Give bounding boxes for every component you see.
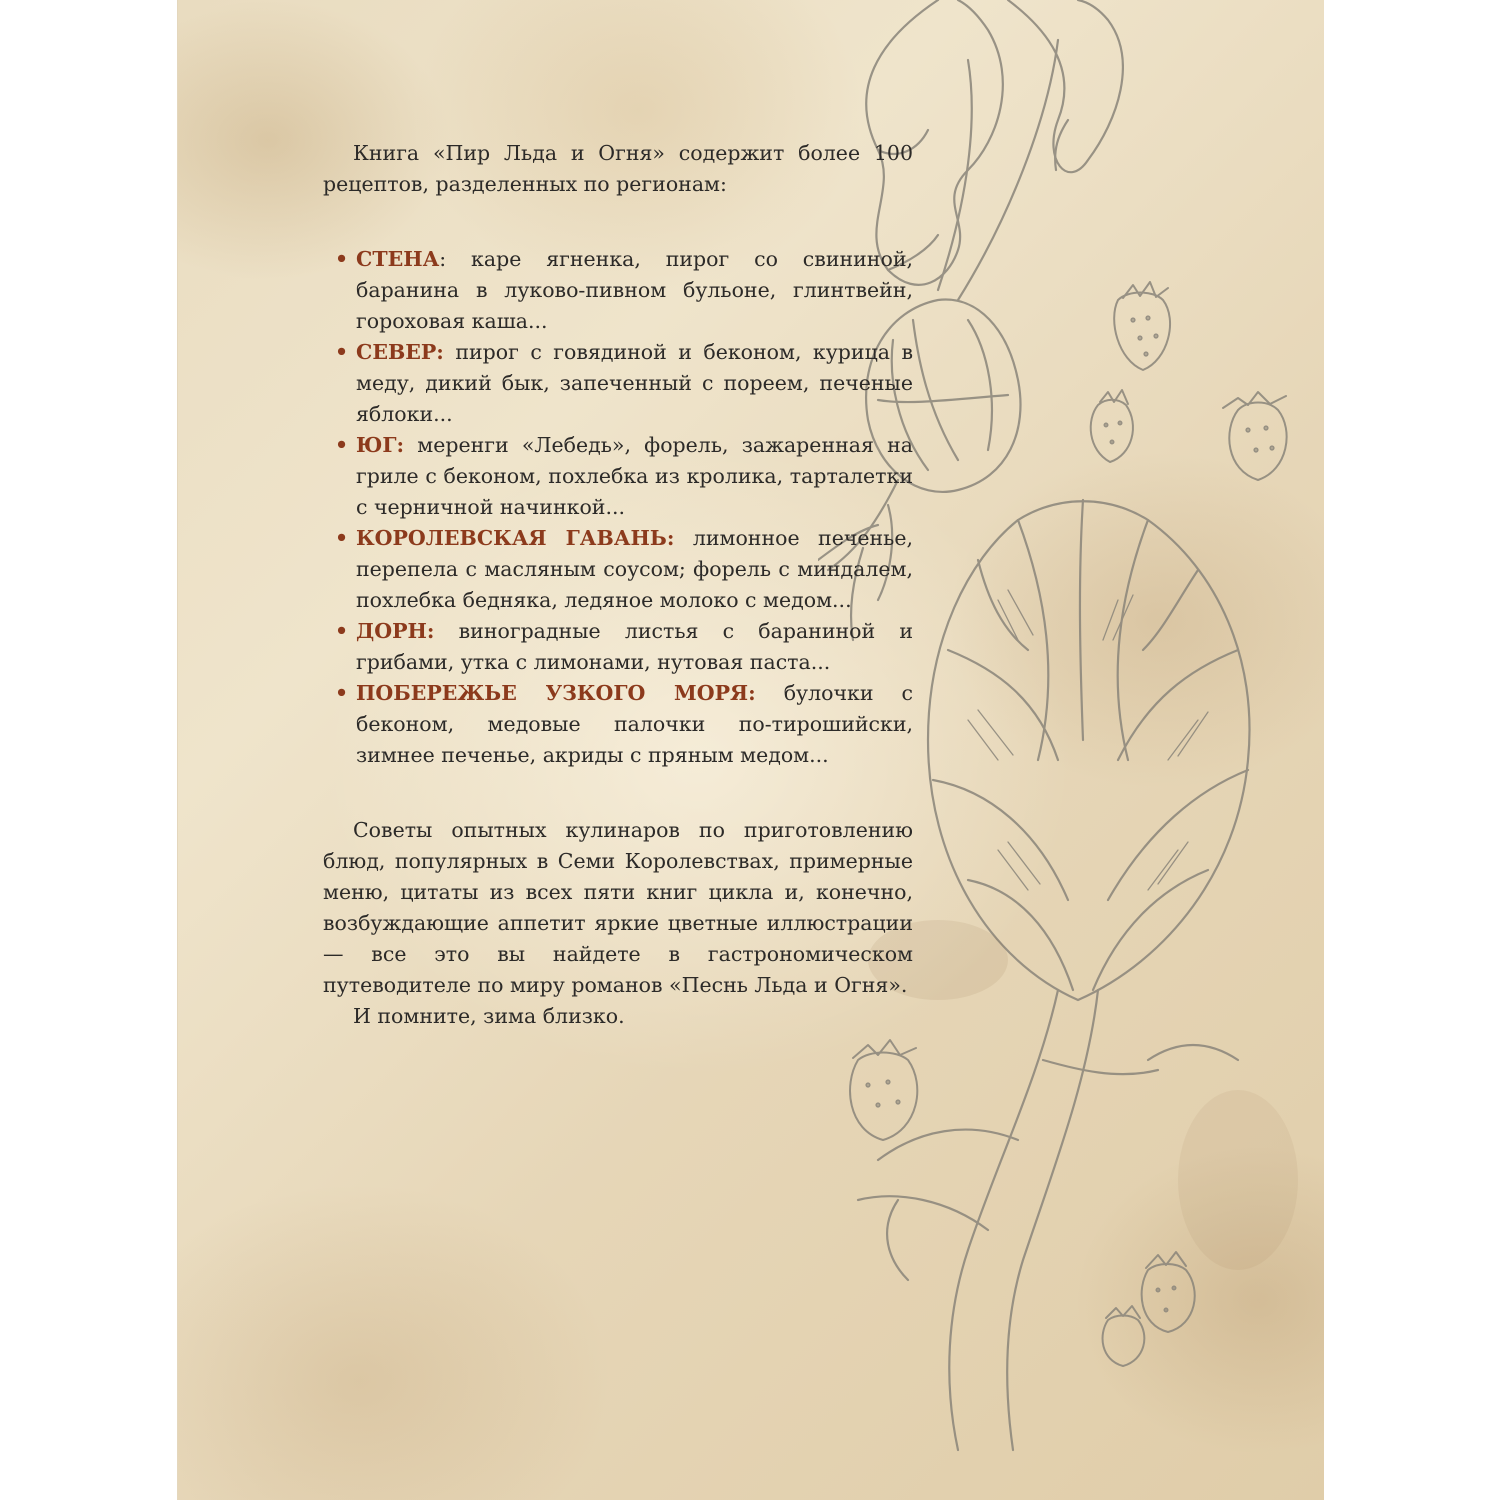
list-item (323, 244, 913, 337)
strawberry-2 (1091, 390, 1133, 462)
bullet-icon: • (335, 247, 349, 271)
region-dishes: пирог с говядиной и беконом, курица в меду, дикий бык, запеченный с пореем, печеные яблоки... (356, 340, 913, 426)
strawberry-1 (1114, 282, 1170, 370)
bullet-icon: • (335, 681, 349, 705)
list-item (323, 430, 913, 523)
book-page (177, 0, 1324, 1500)
strawberry-4 (850, 1040, 917, 1140)
list-item (323, 523, 913, 616)
bullet-icon: • (335, 433, 349, 457)
strawberry-3 (1223, 392, 1287, 480)
region-sep: : (439, 247, 447, 271)
region-name: СЕВЕР: (356, 340, 444, 364)
artichoke-head (928, 501, 1250, 1000)
list-item (323, 678, 913, 771)
region-dishes: лимонное печенье, перепела с масляным соусом; форель с миндалем, похлебка бедняка, ледяное молоко с медом... (356, 526, 913, 612)
region-dishes: виноградные листья с бараниной и грибами, утка с лимонами, нутовая паста... (356, 619, 913, 674)
list-item (323, 616, 913, 678)
bullet-icon: • (335, 340, 349, 364)
region-name: ПОБЕРЕЖЬЕ УЗКОГО МОРЯ: (356, 681, 756, 705)
region-name: СТЕНА (356, 247, 440, 271)
region-dishes: меренги «Лебедь», форель, зажаренная на гриле с беконом, похлебка из кролика, тарталетки с черничной начинкой... (356, 433, 913, 519)
text-column (323, 138, 913, 1032)
list-item (323, 337, 913, 430)
strawberry-6 (1103, 1306, 1145, 1366)
region-list (323, 244, 913, 771)
bullet-icon: • (335, 526, 349, 550)
radish-leaf-2 (1008, 0, 1123, 172)
closing-line: И помните, зима близко. (353, 1004, 625, 1028)
region-name: КОРОЛЕВСКАЯ ГАВАНЬ: (356, 526, 675, 550)
region-dishes: каре ягненка, пирог со свининой, баранина в луково-пивном бульоне, глинтвейн, гороховая каша... (356, 247, 913, 333)
bullet-icon: • (335, 619, 349, 643)
strawberry-5 (1142, 1252, 1195, 1332)
intro-paragraph: Книга «Пир Льда и Огня» содержит более 100 рецептов, разделенных по регионам: (323, 141, 913, 196)
region-name: ЮГ: (356, 433, 405, 457)
region-dishes: булочки с беконом, медовые палочки по-тирошийски, зимнее печенье, акриды с пряным медом... (356, 681, 913, 767)
artichoke-stem (949, 990, 1058, 1450)
region-name: ДОРН: (356, 619, 435, 643)
outro-paragraph: Советы опытных кулинаров по приготовлению блюд, популярных в Семи Королевствах, примерные меню, цитаты из всех пяти книг цикла и, конечно, возбуждающие аппетит яркие цветные иллюстрации — все это вы найдете в гастрономическом путеводителе по миру романов «Песнь Льда и Огня». (323, 818, 913, 997)
